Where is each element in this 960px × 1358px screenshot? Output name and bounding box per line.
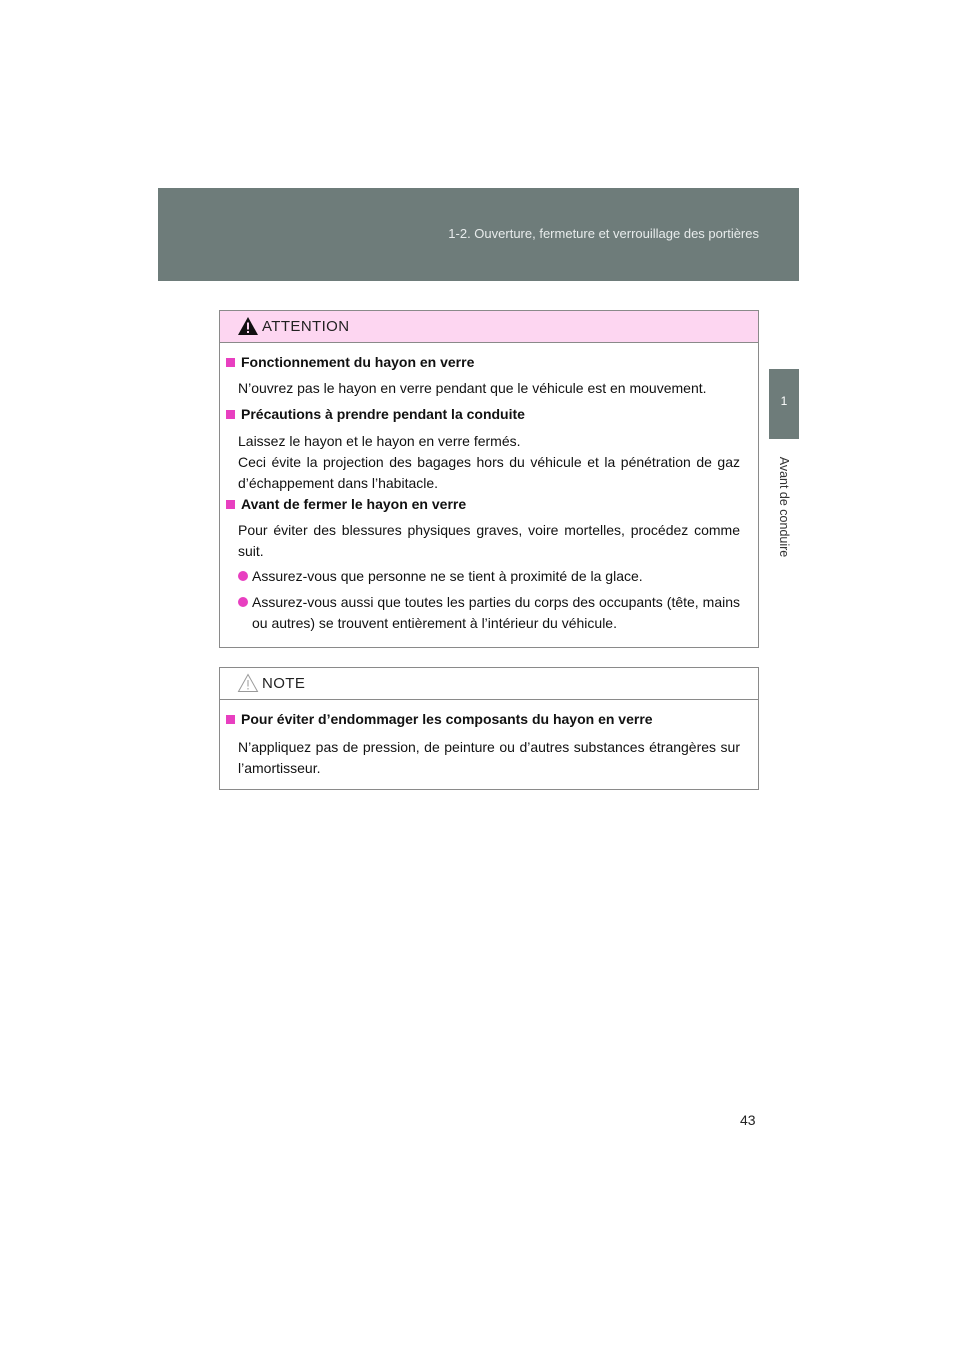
attention-box <box>219 310 759 648</box>
heading-text: Avant de fermer le hayon en verre <box>241 496 467 512</box>
attention-header <box>220 311 758 343</box>
section-heading <box>226 404 746 425</box>
paragraph: N’appliquez pas de pression, de peinture ou d’autres substances étrangères sur l’amortisseur. <box>238 739 740 776</box>
note-header <box>220 668 758 700</box>
chapter-number: 1 <box>780 394 788 408</box>
square-bullet-icon <box>226 410 235 419</box>
page-number: 43 <box>740 1112 756 1128</box>
square-bullet-icon <box>226 358 235 367</box>
heading-text: Fonctionnement du hayon en verre <box>241 354 475 370</box>
warning-triangle-outline-icon <box>237 673 259 693</box>
paragraph: Laissez le hayon et le hayon en verre fermés. <box>238 433 521 449</box>
list-item-text: Assurez-vous que personne ne se tient à proximité de la glace. <box>252 568 643 584</box>
section-heading <box>226 352 746 373</box>
chapter-header-band <box>158 188 799 281</box>
paragraph: N’ouvrez pas le hayon en verre pendant que le véhicule est en mouvement. <box>238 380 707 396</box>
warning-triangle-icon <box>237 316 259 336</box>
chapter-tab <box>769 369 799 439</box>
attention-title: ATTENTION <box>262 318 350 335</box>
round-bullet-icon <box>238 597 248 607</box>
round-bullet-icon <box>238 571 248 581</box>
square-bullet-icon <box>226 715 235 724</box>
section-title: 1-2. Ouverture, fermeture et verrouillage des portières <box>448 226 759 241</box>
heading-text: Pour éviter d’endommager les composants du hayon en verre <box>241 711 653 727</box>
section-heading <box>226 494 746 515</box>
heading-text: Précautions à prendre pendant la conduite <box>241 406 525 422</box>
note-box <box>219 667 759 790</box>
square-bullet-icon <box>226 500 235 509</box>
list-item-text: Assurez-vous aussi que toutes les parties du corps des occupants (tête, mains ou autres) se trouvent entièrement à l’intérieur du véhicule. <box>252 594 740 631</box>
paragraph: Ceci évite la projection des bagages hors du véhicule et la pénétration de gaz d’échappement dans l’habitacle. <box>238 454 740 491</box>
chapter-label: Avant de conduire <box>777 456 791 558</box>
section-heading <box>226 709 746 730</box>
paragraph: Pour éviter des blessures physiques graves, voire mortelles, procédez comme suit. <box>238 522 740 559</box>
note-title: NOTE <box>262 675 306 692</box>
